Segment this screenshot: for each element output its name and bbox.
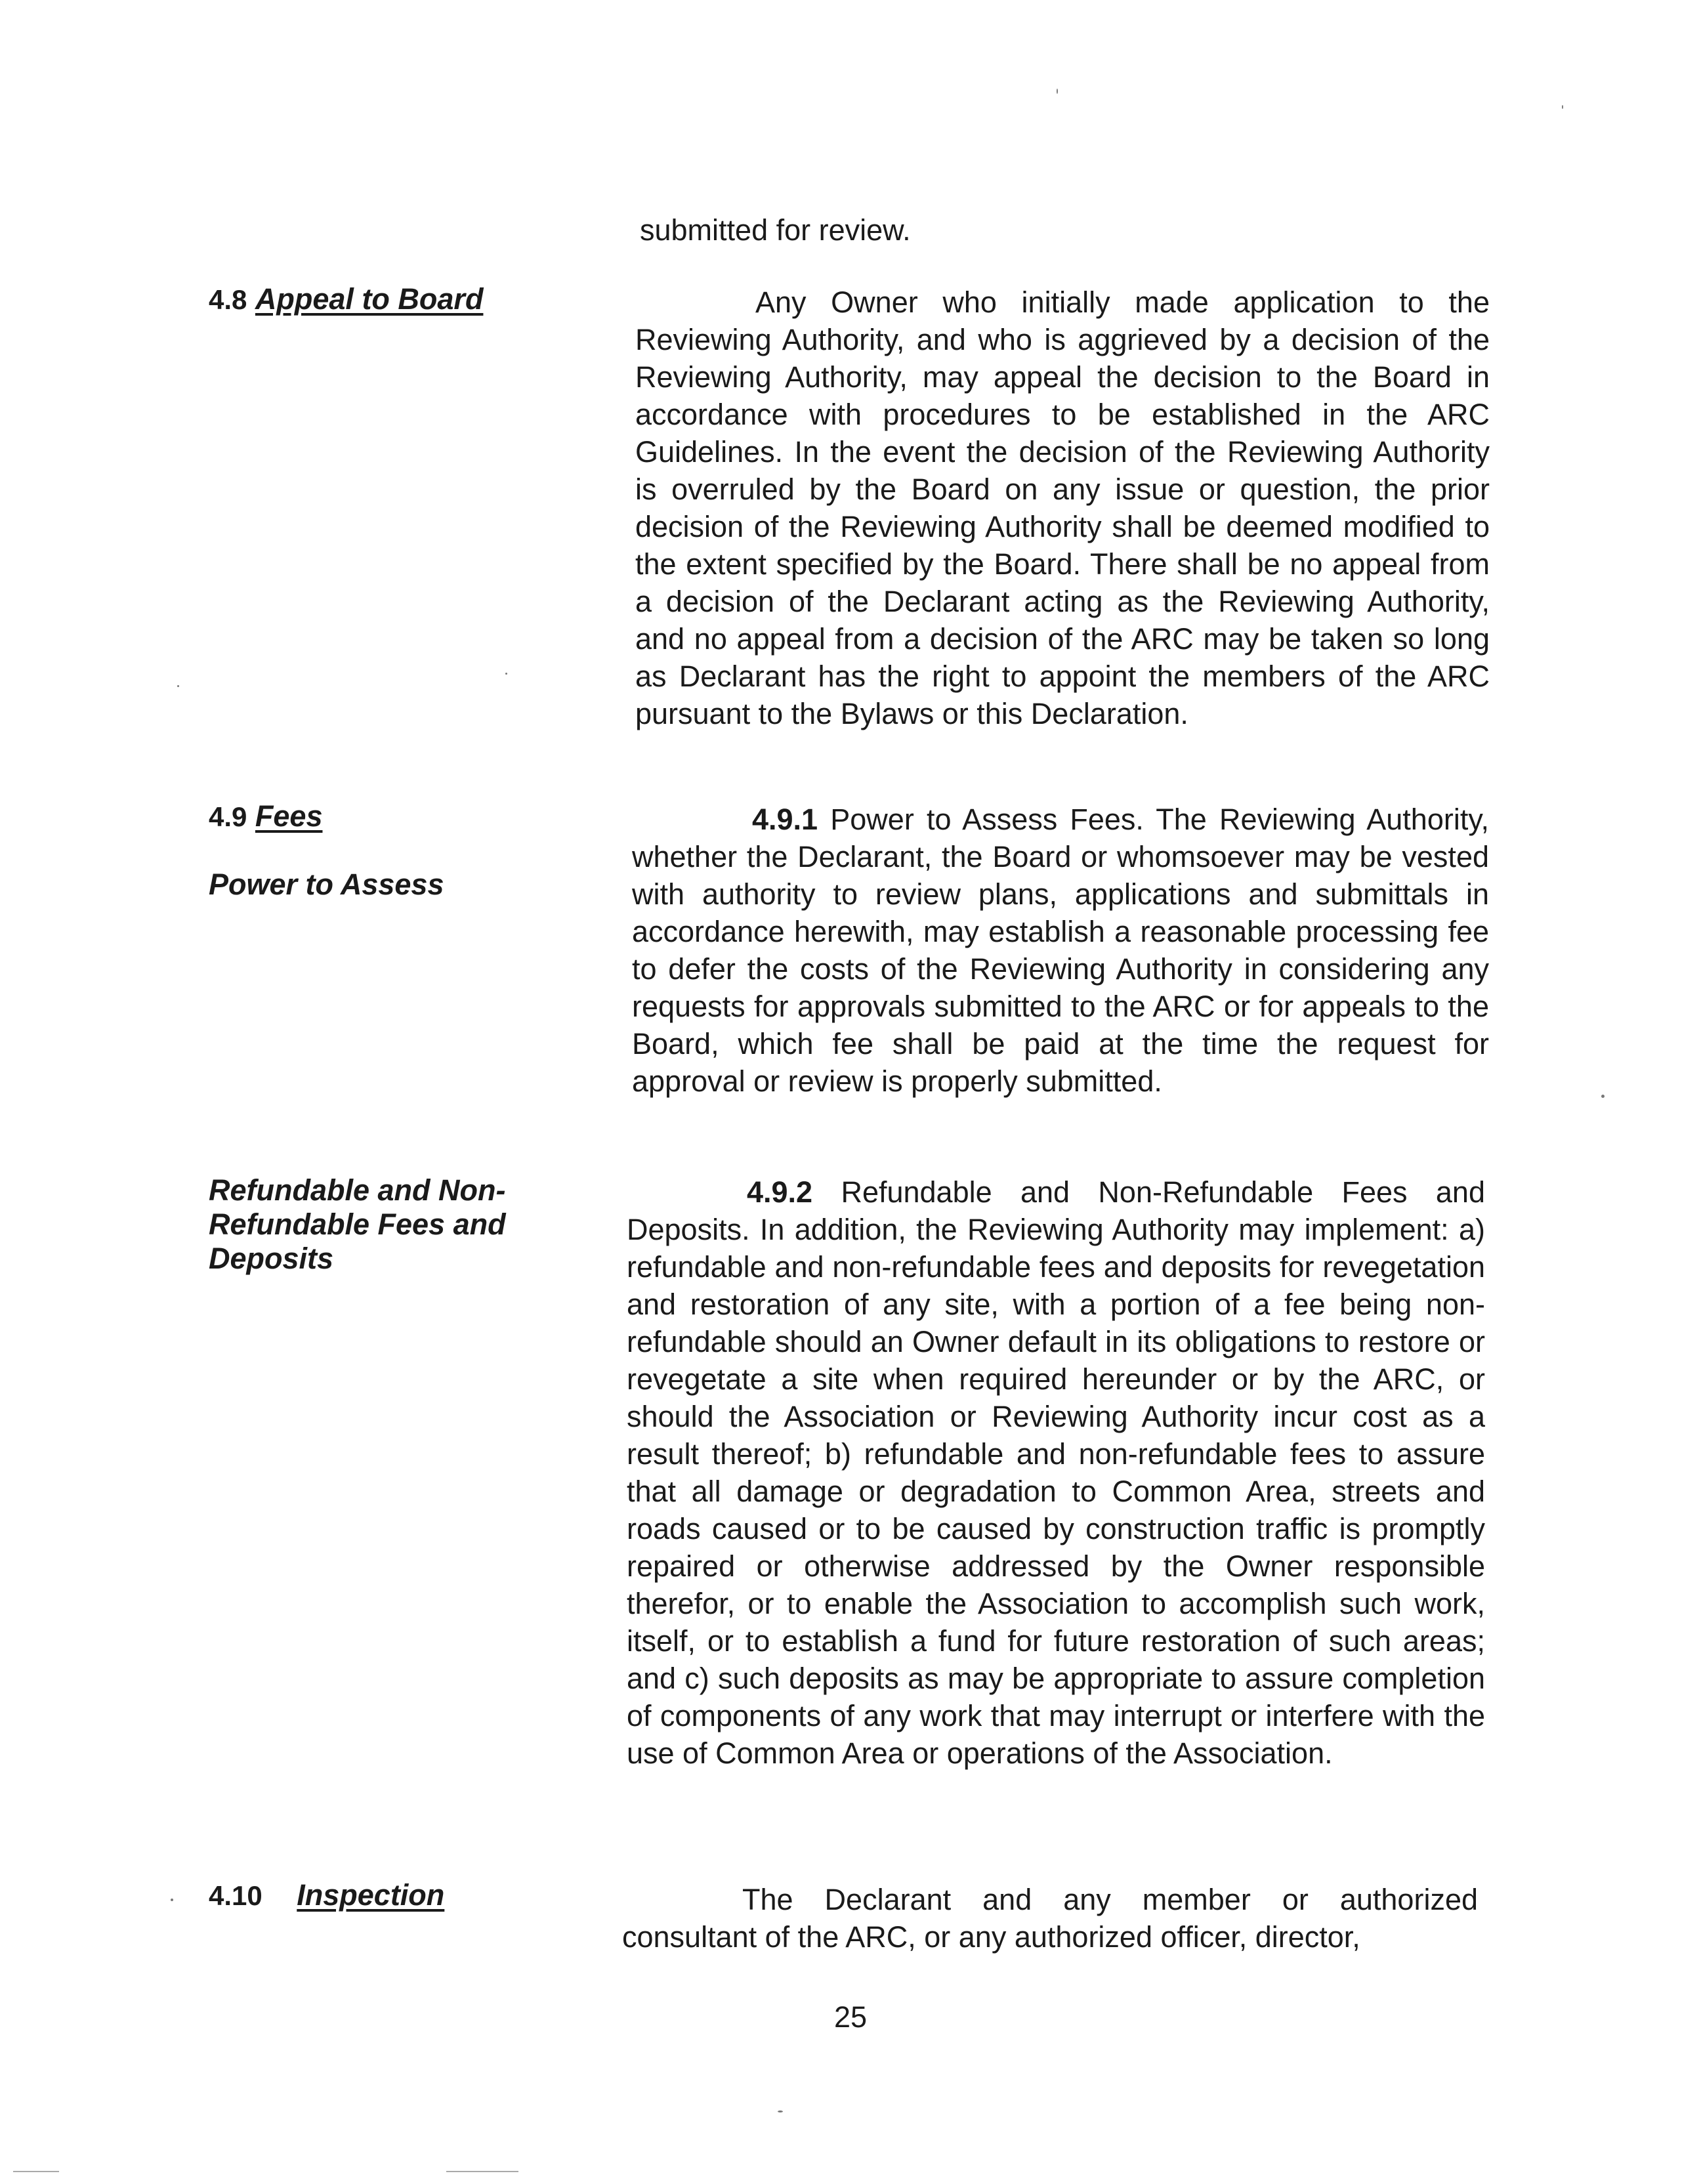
scan-speck <box>1562 105 1563 109</box>
section-title: Fees <box>255 799 323 833</box>
scan-speck <box>1057 89 1058 94</box>
section-4-9-heading <box>209 799 576 834</box>
section-title: Appeal to Board <box>255 282 484 316</box>
subsection-number: 4.9.1 <box>752 803 818 836</box>
scan-speck <box>177 685 179 687</box>
paragraph-4-10: The Declarant and any member or authorized consultant of the ARC, or any authorized officer, director, <box>622 1883 1478 1954</box>
scan-speck <box>1601 1095 1605 1098</box>
page-number: 25 <box>833 2000 868 2034</box>
section-4-8-heading <box>209 282 576 317</box>
section-4-10-heading <box>209 1878 576 1913</box>
scan-speck <box>778 2110 783 2112</box>
scan-speck <box>171 1899 173 1901</box>
section-number: 4.8 <box>209 284 247 315</box>
continuation-text: submitted for review. <box>640 213 911 247</box>
paragraph-text: Power to Assess Fees. The Reviewing Authority, whether the Declarant, the Board or whomsoever may be vested with authority to review plans, applications and submittals in accordance herewith, may establish a reasonable processing fee to defer the costs of the Reviewing Authority in considering any requests for approvals submitted to the ARC or for appeals to the Board, which fee shall be paid at the time the request for approval or review is properly submitted. <box>632 803 1489 1098</box>
scan-speck <box>505 673 507 675</box>
paragraph-4-9-1 <box>632 801 1489 1100</box>
section-number: 4.9 <box>209 801 247 832</box>
section-number: 4.10 <box>209 1880 262 1911</box>
subsection-number: 4.9.2 <box>747 1175 813 1209</box>
paragraph-text: Refundable and Non-Refundable Fees and Deposits. In addition, the Reviewing Authority may implement: a) refundable and non-refundable fees and deposits for revegetation and restoration of any site, with a portion of a fee being non-refundable should an Owner default in its obligations to restore or revegetate a site when required hereunder or by the ARC, or should the Association or Reviewing Authority incur cost as a result thereof; b) refundable and non-refundable fees to assure that all damage or degradation to Common Area, streets and roads caused or to be caused by construction traffic is promptly repaired or otherwise addressed by the Owner responsible therefor, or to enable the Association to accomplish such work, itself, or to establish a fund for future restoration of such areas; and c) such deposits as may be appropriate to assure completion of components of any work that may interrupt or interfere with the use of Common Area or operations of the Association. <box>627 1175 1485 1770</box>
paragraph-4-8: Any Owner who initially made application to the Reviewing Authority, and who is aggrieved by a decision of the Reviewing Authority, may appeal the decision to the Board in accordance with procedures to be established in the ARC Guidelines. In the event the decision of the Reviewing Authority is overruled by the Board on any issue or question, the prior decision of the Reviewing Authority shall be deemed modified to the extent specified by the Board. There shall be no appeal from a decision of the Declarant acting as the Reviewing Authority, and no appeal from a decision of the ARC may be taken so long as Declarant has the right to appoint the members of the ARC pursuant to the Bylaws or this Declaration. <box>635 285 1490 730</box>
subsection-heading-refundable-fees: Refundable and Non-Refundable Fees and Deposits <box>209 1173 506 1275</box>
paragraph-4-9-2 <box>627 1173 1485 1772</box>
section-title: Inspection <box>297 1878 445 1912</box>
subsection-heading-power-to-assess: Power to Assess <box>209 868 444 901</box>
scan-speck <box>13 2171 59 2172</box>
scan-speck <box>446 2171 518 2172</box>
